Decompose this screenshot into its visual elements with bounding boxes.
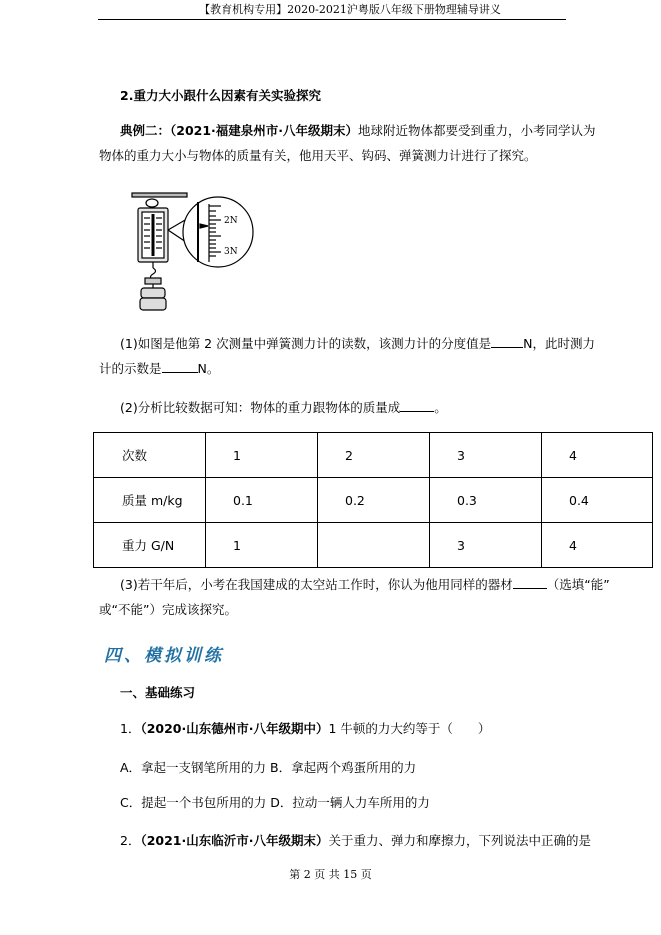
q2-text-a: (2)分析比较数据可知：物体的重力跟物体的质量成	[120, 400, 401, 415]
example-text-1: 地球附近物体都要受到重力，小考同学认为	[358, 123, 596, 138]
table-cell: 0.1	[206, 478, 318, 523]
page-header: 【教育机构专用】2020-2021沪粤版八年级下册物理辅导讲义	[199, 3, 501, 16]
q1-text-d: N。	[197, 361, 220, 376]
q1-text-c: 计的示数是	[99, 361, 162, 376]
example-label: 典例二：（2021·福建泉州市·八年级期末）	[120, 123, 359, 138]
q2-text-b: 。	[434, 400, 447, 415]
item-1-number: 1．	[120, 721, 141, 736]
item-2-text: 关于重力、弹力和摩擦力，下列说法中正确的是	[328, 833, 592, 848]
table-row	[94, 523, 653, 568]
table-cell: 3	[430, 433, 542, 478]
question-2	[120, 398, 447, 418]
q1-text-b: N，此时测力	[523, 336, 595, 351]
table-cell: 质量 m/kg	[94, 478, 206, 523]
table-cell: 0.2	[318, 478, 430, 523]
table-cell: 0.3	[430, 478, 542, 523]
table-cell: 1	[206, 523, 318, 568]
header-divider	[98, 19, 566, 20]
q1-blank-division[interactable]	[491, 337, 523, 348]
item-1-text: 1 牛顿的力大约等于（ ）	[328, 721, 491, 736]
table-row	[94, 433, 653, 478]
table-cell: 次数	[94, 433, 206, 478]
table-row	[94, 478, 653, 523]
table-cell: 重力 G/N	[94, 523, 206, 568]
example-line-1	[120, 121, 596, 141]
spring-balance-figure	[124, 190, 256, 314]
table-cell: 1	[206, 433, 318, 478]
example-line-2: 物体的重力大小与物体的质量有关，他用天平、钩码、弹簧测力计进行了探究。	[99, 148, 537, 163]
question-3-line-1	[120, 575, 610, 595]
q1-text-a: (1)如图是他第 2 次测量中弹簧测力计的读数，该测力计的分度值是	[120, 336, 492, 351]
q3-text-b: （选填“能”	[546, 577, 610, 592]
q3-text-a: (3)若干年后，小考在我国建成的太空站工作时，你认为他用同样的器材	[120, 577, 513, 592]
question-1-line-2	[99, 359, 219, 379]
q3-blank[interactable]	[513, 578, 547, 589]
item-1-source: （2020·山东德州市·八年级期中）	[140, 721, 329, 736]
figure-label-3n: 3N	[224, 247, 238, 257]
table-cell: 2	[318, 433, 430, 478]
data-table	[93, 432, 653, 568]
q1-blank-reading[interactable]	[162, 362, 198, 373]
item-2-source: （2021·山东临沂市·八年级期末）	[140, 833, 329, 848]
item-2-number: 2．	[120, 833, 141, 848]
question-1-line-1	[120, 334, 595, 354]
page-footer: 第 2 页 共 15 页	[289, 868, 372, 881]
section-heading: 2.重力大小跟什么因素有关实验探究	[120, 88, 321, 103]
q2-blank[interactable]	[400, 401, 434, 412]
item-1-question	[120, 719, 490, 739]
table-cell: 0.4	[542, 478, 653, 523]
table-cell: 4	[542, 523, 653, 568]
item-1-options-cd: C．提起一个书包所用的力 D．拉动一辆人力车所用的力	[120, 795, 430, 810]
question-3-line-2: 或“不能”）完成该探究。	[99, 602, 237, 617]
table-cell	[318, 523, 430, 568]
figure-label-2n: 2N	[224, 216, 238, 226]
table-cell: 3	[430, 523, 542, 568]
item-2-question	[120, 831, 591, 851]
table-cell: 4	[542, 433, 653, 478]
section-4-title: 四、模拟训练	[104, 646, 224, 666]
basic-practice-title: 一、基础练习	[120, 685, 196, 700]
item-1-options-ab: A．拿起一支钢笔所用的力 B．拿起两个鸡蛋所用的力	[120, 760, 417, 775]
